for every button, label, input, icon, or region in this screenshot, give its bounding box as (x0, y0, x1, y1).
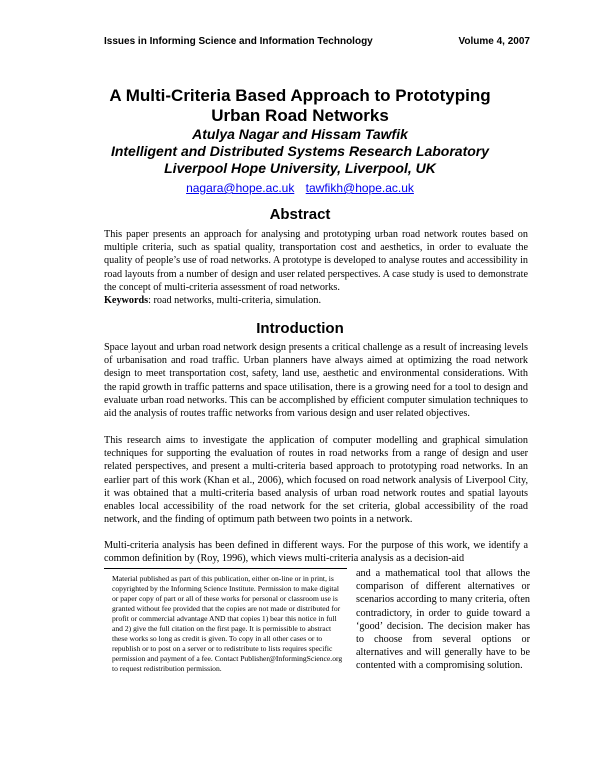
email-link-nagar[interactable]: nagara@hope.ac.uk (186, 181, 295, 195)
affiliation-university: Liverpool Hope University, Liverpool, UK (164, 160, 436, 176)
author-emails (60, 181, 540, 195)
copyright-notice (104, 568, 347, 711)
intro-paragraph-2: This research aims to investigate the application of computer modelling and graphical simulation techniques for supporting the evaluation of routes in road networks from a range of design and user related perspectives, and present a multi-criteria based approach to prototyping road networks. In an earlier part of this work (Khan et al., 2006), which focused on road network analysis of Liverpool City, it was obtained that a multi-criteria based analysis of urban road network routes and spatial layouts enables local accessibility of the road network for the set criteria, global accessibility of the road network, and the finding of optimum path between two points in a network. (104, 435, 528, 526)
title-line-1: A Multi-Criteria Based Approach to Prototyping (109, 86, 491, 105)
intro-paragraph-3: Multi-criteria analysis has been defined in different ways. For the purpose of this work, we identify a common definition by (Roy, 1996), which views multi-criteria analysis as a decision-aid (104, 540, 528, 565)
keywords-line (104, 294, 528, 307)
volume-info: Volume 4, 2007 (458, 36, 530, 47)
keywords-list: : road networks, multi-criteria, simulation. (148, 295, 322, 306)
intro-paragraph-3-continued: and a mathematical tool that allows the comparison of different alternatives or scenarios according to many criteria, often contradictory, in order to guide toward a ‘good’ decision. The decision maker has to choose from several options or alternatives and will generally have to be contented with a compromising solution. (356, 568, 530, 672)
affiliation-lab: Intelligent and Distributed Systems Research Laboratory (110, 143, 490, 159)
author-names: Atulya Nagar and Hissam Tawfik (192, 126, 408, 142)
paper-title (60, 86, 540, 126)
email-link-tawfik[interactable]: tawfikh@hope.ac.uk (305, 181, 414, 195)
abstract-text: This paper presents an approach for analysing and prototyping urban road network routes based on multiple criteria, such as spatial quality, transportation cost and aesthetics, in order to evaluate the quality of people’s use of road networks. A prototype is developed to analyse routes and accessibility in road layouts from a number of design and user related perspectives. A case study is used to demonstrate the concept of multi-criteria assessment of road networks. (104, 229, 528, 293)
journal-name: Issues in Informing Science and Information Technology (104, 36, 373, 47)
running-header (104, 36, 530, 47)
intro-paragraph-1: Space layout and urban road network design presents a critical challenge as a result of increasing levels of urbanisation and road traffic. Urban planners have always aimed at optimizing the road network design to meet transportation cost, safety, land use, aesthetic and environmental considerations. With the rapid growth in traffic patterns and space utilisation, there is a growing need for a tool to design and evaluate urban road networks. This can be accomplished by efficient computer simulation techniques to aid the analysis of routes traffic networks from various design and user related objectives. (104, 342, 528, 420)
author-block (60, 126, 540, 177)
introduction-heading: Introduction (256, 320, 344, 337)
copyright-text: Material published as part of this publication, either on-line or in print, is copyrighted by the Informing Science Institute. Permission to make digital or paper copy of part or all of these works for personal or classroom use is granted without fee provided that the copies are not made or distributed for profit or commercial advantage AND that copies 1) bear this notice in full and 2) give the full citation on the first page. It is permissible to abstract these works so long as credit is given. To copy in all other cases or to republish or to post on a server or to redistribute to lists requires specific permission and payment of a fee. Contact Publisher@InformingScience.org to request redistribution permission. (112, 574, 343, 673)
abstract-heading: Abstract (269, 206, 331, 223)
title-line-2: Urban Road Networks (211, 106, 389, 125)
keywords-label: Keywords (104, 295, 149, 306)
